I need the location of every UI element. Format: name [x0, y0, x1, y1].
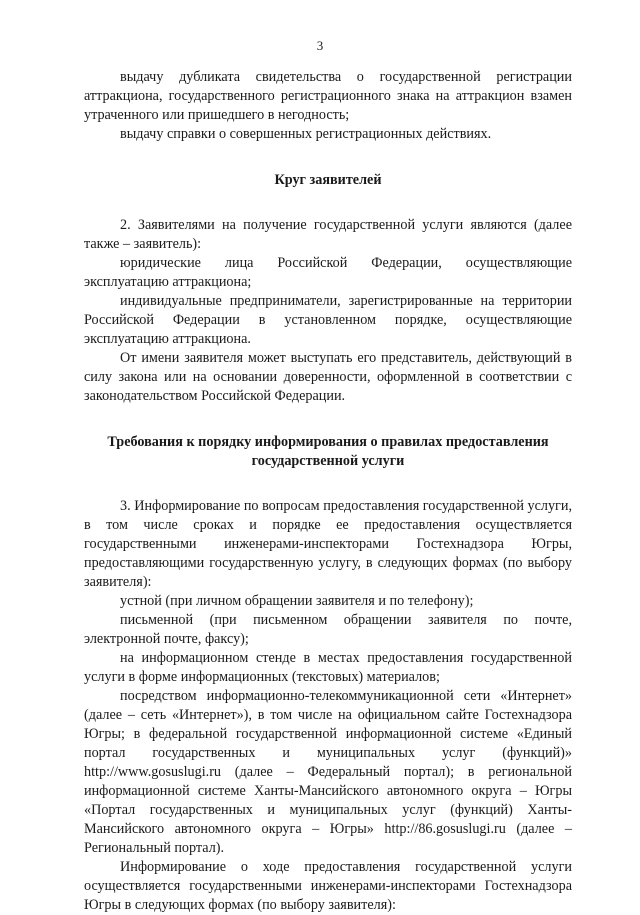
paragraph: выдачу справки о совершенных регистрационных действиях.: [120, 126, 492, 142]
paragraph: устной (при личном обращении заявителя и по телефону);: [120, 593, 474, 609]
paragraph: От имени заявителя может выступать его представитель, действующий в силу закона или на основании доверенности, оформленной в соответствии с законодательством Российской Федерации.: [84, 350, 572, 404]
paragraph: юридические лица Российской Федерации, осуществляющие эксплуатацию аттракциона;: [84, 255, 572, 290]
paragraph: Информирование о ходе предоставления государственной услуги осуществляется государственными инженерами-инспекторами Гостехнадзора Югры в следующих формах (по выбору заявителя):: [84, 859, 572, 913]
paragraph: 2. Заявителями на получение государственной услуги являются (далее также – заявитель):: [84, 217, 572, 252]
paragraph: индивидуальные предприниматели, зарегистрированные на территории Российской Федерации в установленном порядке, осуществляющие эксплуатацию аттракциона.: [84, 293, 572, 347]
paragraph: посредством информационно-телекоммуникационной сети «Интернет» (далее – сеть «Интернет»), в том числе на официальном сайте Гостехнадзора Югры; в федеральной государственной информационной системе «Единый портал государственных и муниципальных услуг (функций)» http://www.gosuslugi.ru (далее – Федеральный портал); в региональной информационной системе Ханты-Мансийского автономного округа – Югры «Портал государственных и муниципальных услуг (функций) Ханты-Мансийского автономного округа – Югры» http://86.gosuslugi.ru (далее – Региональный портал).: [84, 688, 572, 856]
page-number: 3: [316, 38, 324, 53]
paragraph: на информационном стенде в местах предоставления государственной услуги в форме информационных (текстовых) материалов;: [84, 650, 572, 685]
paragraph: выдачу дубликата свидетельства о государственной регистрации аттракциона, государственного регистрационного знака на аттракцион взамен утраченного или пришедшего в негодность;: [84, 69, 572, 123]
section-heading-applicants: Круг заявителей: [274, 172, 382, 188]
section-heading-informing: Требования к порядку информирования о правилах предоставления государственной услуги: [107, 434, 549, 469]
paragraph: письменной (при письменном обращении заявителя по почте, электронной почте, факсу);: [84, 612, 572, 647]
paragraph: 3. Информирование по вопросам предоставления государственной услуги, в том числе сроках и порядке ее предоставления осуществляется государственными инженерами-инспекторами Гостехнадзора Югры, предоставляющими государственную услугу, в следующих формах (по выбору заявителя):: [84, 498, 572, 590]
document-body: [84, 68, 572, 915]
